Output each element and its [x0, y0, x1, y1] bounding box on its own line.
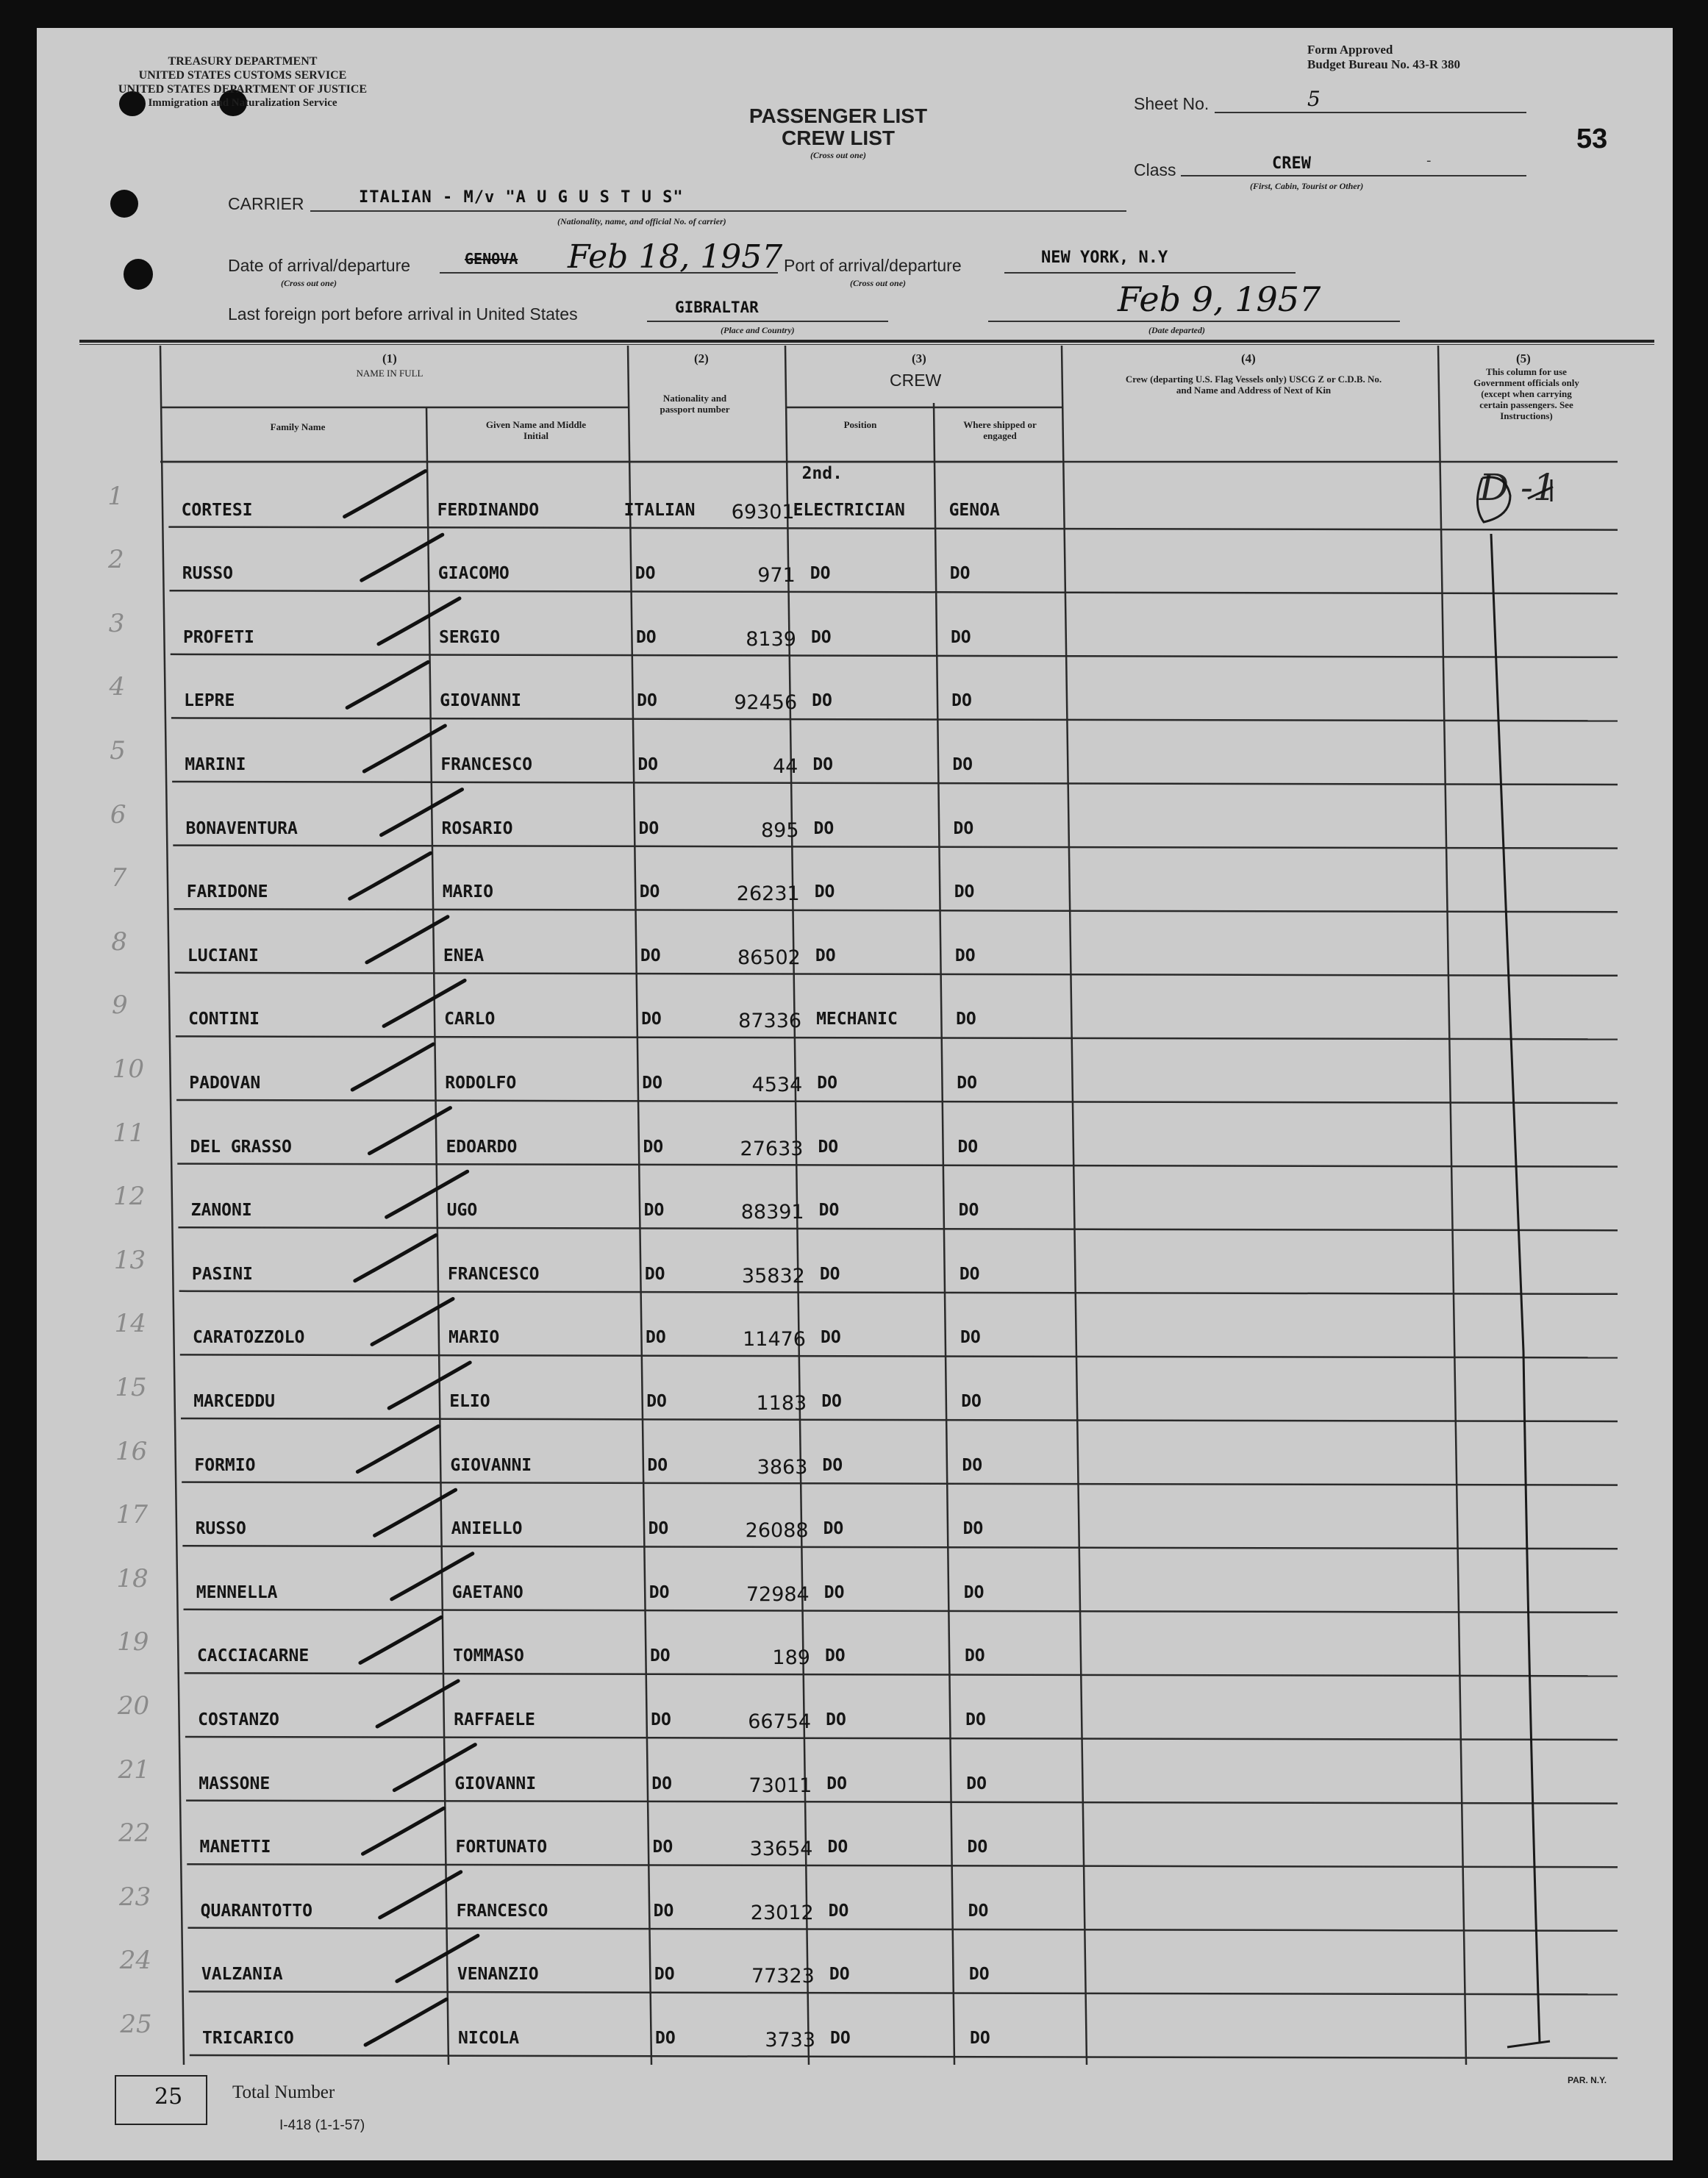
date-cross-hint: (Cross out one) — [281, 278, 337, 288]
total-label: Total Number — [232, 2082, 335, 2102]
where-engaged: DO — [961, 1392, 982, 1411]
crew-position: DO — [826, 1774, 847, 1793]
check-tick — [352, 1044, 433, 1090]
given-name: CARLO — [444, 1010, 496, 1029]
given-name: EDOARDO — [446, 1137, 518, 1157]
row-number: 5 — [110, 736, 126, 765]
crew-position-prefix: 2nd. — [801, 463, 843, 483]
where-engaged: GENOA — [948, 500, 1000, 520]
nationality: DO — [637, 691, 657, 711]
family-name: COSTANZO — [198, 1710, 279, 1729]
row-number: 12 — [113, 1182, 146, 1212]
given-name: TOMMASO — [452, 1646, 524, 1666]
port-value: NEW YORK, N.Y — [1041, 249, 1168, 267]
row-rule — [185, 1737, 1618, 1740]
page-number: 53 — [1576, 124, 1608, 154]
nationality: DO — [639, 882, 660, 902]
agency-line: TREASURY DEPARTMENT — [168, 55, 318, 68]
agency-line: Immigration and Naturalization Service — [148, 97, 337, 109]
given-name: UGO — [446, 1201, 478, 1221]
row-number: 7 — [110, 863, 127, 893]
nationality: DO — [646, 1392, 667, 1411]
passport-number: 33654 — [749, 1838, 813, 1861]
check-tick — [380, 1872, 461, 1918]
row-rule — [182, 1546, 1618, 1549]
col1-label: NAME IN FULL — [356, 368, 424, 379]
col-where-engaged: Where shipped or engaged — [963, 419, 1037, 441]
crew-position: DO — [827, 1838, 848, 1857]
col5-number: (5) — [1516, 351, 1531, 365]
check-tick — [362, 1808, 443, 1854]
last-port-label: Last foreign port before arrival in United States — [228, 304, 578, 324]
given-name: ANIELLO — [451, 1519, 523, 1539]
total-value: 25 — [154, 2084, 183, 2110]
nationality: DO — [637, 755, 659, 774]
crew-position: ELECTRICIAN — [793, 500, 905, 520]
cross-out-hint: (Cross out one) — [810, 150, 866, 160]
check-tick — [377, 1681, 458, 1727]
family-name: QUARANTOTTO — [200, 1901, 312, 1921]
family-name: CONTINI — [188, 1010, 260, 1029]
nationality: ITALIAN — [623, 500, 696, 520]
nationality: DO — [641, 1010, 662, 1029]
row-rule — [189, 1991, 1618, 1994]
crew-position: MECHANIC — [816, 1010, 898, 1029]
family-name: TRICARICO — [202, 2029, 294, 2048]
official-annotation: D -1 — [1479, 466, 1557, 509]
crew-position: DO — [821, 1392, 842, 1411]
crew-position: DO — [818, 1201, 840, 1221]
given-name: MARIO — [449, 1328, 500, 1348]
given-name: FRANCESCO — [456, 1901, 549, 1921]
class-label: Class — [1134, 160, 1176, 179]
row-rule — [181, 1418, 1618, 1421]
form-approved: Form Approved — [1307, 43, 1393, 57]
check-tick — [367, 917, 448, 963]
where-engaged: DO — [970, 2029, 990, 2048]
nationality: DO — [635, 564, 656, 584]
family-name: MENNELLA — [196, 1582, 278, 1602]
family-name: ZANONI — [190, 1201, 252, 1221]
where-engaged: DO — [963, 1582, 985, 1602]
passport-number: 87336 — [738, 1010, 802, 1033]
row-number: 25 — [120, 2010, 152, 2039]
crew-position: DO — [823, 1582, 845, 1602]
given-name: FRANCESCO — [440, 755, 532, 774]
carrier-label: CARRIER — [228, 194, 304, 213]
passport-number: 895 — [760, 818, 799, 842]
crew-position: DO — [822, 1455, 843, 1475]
form-number: I-418 (1-1-57) — [279, 2118, 365, 2133]
where-engaged: DO — [949, 564, 971, 584]
row-number: 1 — [107, 481, 124, 511]
row-rule — [182, 1482, 1618, 1485]
where-engaged: DO — [967, 1838, 988, 1857]
agency-line: UNITED STATES DEPARTMENT OF JUSTICE — [118, 83, 368, 96]
passport-number: 35832 — [741, 1264, 805, 1288]
check-tick — [357, 1427, 438, 1472]
row-number: 17 — [115, 1500, 148, 1530]
class-value: CREW — [1272, 154, 1311, 173]
given-name: FERDINANDO — [437, 500, 540, 520]
passport-number: 86502 — [737, 946, 801, 969]
family-name: MARCEDDU — [193, 1392, 275, 1411]
row-number: 2 — [108, 545, 124, 575]
where-engaged: DO — [954, 882, 975, 902]
nationality: DO — [649, 1646, 671, 1666]
check-tick — [355, 1235, 436, 1281]
table-grid — [37, 28, 1673, 2160]
date-departed-hint: (Date departed) — [1148, 325, 1205, 335]
check-tick — [360, 1617, 441, 1663]
family-name: CORTESI — [181, 500, 253, 520]
check-tick — [375, 1490, 456, 1535]
row-number: 9 — [112, 990, 128, 1021]
family-name: LEPRE — [184, 691, 235, 711]
row-number: 18 — [116, 1563, 149, 1593]
passport-number: 11476 — [743, 1328, 806, 1352]
given-name: SERGIO — [438, 627, 501, 647]
crew-position: DO — [828, 1901, 849, 1921]
row-rule — [187, 1928, 1618, 1931]
row-rule — [171, 654, 1618, 657]
col3-label: CREW — [890, 371, 942, 390]
passport-number: 3733 — [765, 2029, 816, 2052]
crew-position: DO — [817, 1074, 837, 1093]
family-name: PASINI — [191, 1264, 253, 1284]
nationality: DO — [640, 946, 661, 965]
family-name: FORMIO — [194, 1455, 256, 1475]
carrier-value: ITALIAN - M/v "A U G U S T U S" — [359, 188, 684, 207]
where-engaged: DO — [957, 1074, 977, 1093]
where-engaged: DO — [951, 691, 972, 711]
date-value: Feb 18, 1957 — [568, 238, 783, 276]
given-name: GIOVANNI — [454, 1774, 537, 1793]
family-name: RUSSO — [182, 564, 234, 584]
check-tick — [362, 535, 443, 580]
family-name: CARATOZZOLO — [193, 1328, 305, 1348]
nationality: DO — [655, 2029, 676, 2048]
form-title: PASSENGER LIST — [748, 104, 928, 127]
given-name: GIOVANNI — [440, 691, 521, 711]
nationality: DO — [644, 1264, 665, 1284]
given-name: GIACOMO — [437, 564, 510, 584]
row-number: 21 — [118, 1754, 150, 1785]
where-engaged: DO — [954, 946, 976, 965]
nationality: DO — [643, 1137, 664, 1157]
row-rule — [171, 718, 1618, 721]
given-name: MARIO — [442, 882, 493, 902]
passport-number: 69301 — [731, 500, 795, 524]
date-crossed-out: GENOVA — [465, 250, 518, 268]
given-name: FRANCESCO — [447, 1264, 540, 1284]
check-tick — [347, 662, 428, 707]
row-number: 4 — [109, 672, 126, 702]
port-cross-hint: (Cross out one) — [850, 278, 907, 288]
nationality: DO — [648, 1582, 670, 1602]
passport-number: 26088 — [745, 1519, 809, 1543]
passport-number: 27633 — [740, 1137, 804, 1160]
family-name: PROFETI — [182, 627, 254, 647]
crew-position: DO — [824, 1646, 846, 1666]
row-number: 20 — [117, 1691, 150, 1721]
carrier-hint: (Nationality, name, and official No. of carrier) — [557, 216, 726, 226]
crew-position: DO — [813, 818, 835, 838]
row-rule — [177, 1164, 1618, 1167]
family-name: PADOVAN — [189, 1074, 261, 1093]
form-title-2: CREW LIST — [782, 126, 895, 149]
where-engaged: DO — [968, 1965, 990, 1985]
where-engaged: DO — [959, 1264, 980, 1284]
check-tick — [345, 471, 426, 517]
nationality: DO — [651, 1774, 672, 1793]
passport-number: 88391 — [740, 1201, 804, 1224]
row-number: 6 — [110, 799, 126, 829]
where-engaged: DO — [962, 1455, 983, 1475]
row-rule — [170, 590, 1618, 593]
family-name: BONAVENTURA — [185, 818, 298, 838]
where-engaged: DO — [964, 1646, 985, 1666]
where-engaged: DO — [965, 1710, 986, 1729]
row-rule — [168, 527, 1618, 530]
nationality: DO — [653, 1901, 674, 1921]
family-name: LUCIANI — [187, 946, 259, 965]
row-number: 15 — [115, 1373, 147, 1402]
passport-number: 971 — [757, 564, 796, 588]
col-family-name: Family Name — [270, 421, 326, 432]
row-rule — [178, 1227, 1618, 1230]
crew-position: DO — [830, 2029, 851, 2048]
check-tick — [372, 1299, 453, 1344]
check-tick — [365, 1999, 446, 2045]
family-name: VALZANIA — [201, 1965, 283, 1985]
crew-position: DO — [810, 564, 831, 584]
row-rule — [179, 1291, 1618, 1294]
family-name: FARIDONE — [186, 882, 268, 902]
passport-number: 26231 — [736, 882, 800, 906]
row-rule — [186, 1801, 1618, 1804]
row-rule — [176, 1036, 1618, 1039]
row-rule — [173, 846, 1618, 849]
class-dash: - — [1426, 153, 1432, 168]
crew-position: DO — [815, 946, 836, 965]
given-name: ENEA — [443, 946, 485, 965]
row-number: 19 — [117, 1627, 149, 1657]
passport-number: 66754 — [748, 1710, 812, 1733]
col-position: Position — [843, 419, 877, 430]
port-label: Port of arrival/departure — [784, 256, 962, 275]
col2-label: Nationality and passport number — [660, 393, 730, 415]
nationality: DO — [648, 1519, 669, 1539]
family-name: MANETTI — [199, 1838, 271, 1857]
given-name: VENANZIO — [457, 1965, 539, 1985]
where-engaged: DO — [957, 1137, 979, 1157]
crew-position: DO — [829, 1965, 850, 1985]
nationality: DO — [651, 1710, 671, 1729]
printer-mark: PAR. N.Y. — [1568, 2075, 1607, 2085]
place-hint: (Place and Country) — [721, 325, 795, 335]
passport-number: 77323 — [751, 1965, 815, 1988]
row-rule — [174, 909, 1618, 912]
row-number: 23 — [119, 1882, 151, 1912]
where-engaged: DO — [960, 1328, 981, 1348]
where-engaged: DO — [958, 1201, 979, 1221]
crew-position: DO — [826, 1710, 846, 1729]
crew-position: DO — [812, 755, 834, 774]
row-rule — [180, 1354, 1618, 1357]
where-engaged: DO — [952, 755, 973, 774]
check-tick — [364, 726, 445, 771]
where-engaged: DO — [956, 1010, 976, 1029]
where-engaged: DO — [968, 1901, 989, 1921]
family-name: CACCIACARNE — [196, 1646, 310, 1666]
given-name: ELIO — [449, 1392, 490, 1411]
passport-number: 1183 — [756, 1392, 807, 1415]
where-engaged: DO — [966, 1774, 987, 1793]
col1-number: (1) — [382, 351, 397, 365]
crew-position: DO — [823, 1519, 844, 1539]
family-name: MARINI — [185, 755, 246, 774]
family-name: RUSSO — [195, 1519, 246, 1539]
sheet-number: 5 — [1307, 87, 1321, 111]
col4-number: (4) — [1241, 351, 1256, 365]
given-name: GAETANO — [451, 1582, 524, 1602]
col5-label: This column for use Government officials only (except when carrying certain passengers. See Instructions) — [1473, 366, 1579, 421]
nationality: DO — [643, 1201, 665, 1221]
crew-position: DO — [819, 1264, 840, 1284]
crew-position: DO — [810, 627, 832, 647]
row-rule — [185, 1673, 1618, 1676]
given-name: RODOLFO — [445, 1074, 517, 1093]
where-engaged: DO — [950, 627, 971, 647]
row-rule — [176, 1100, 1618, 1103]
family-name: DEL GRASSO — [190, 1137, 292, 1157]
passport-number: 189 — [772, 1646, 810, 1670]
passport-number: 8139 — [746, 627, 796, 651]
row-number: 16 — [115, 1436, 148, 1466]
date-label: Date of arrival/departure — [228, 256, 411, 275]
col2-number: (2) — [694, 351, 709, 365]
row-rule — [190, 2055, 1618, 2058]
nationality: DO — [647, 1455, 668, 1475]
row-number: 10 — [112, 1054, 145, 1084]
given-name: NICOLA — [458, 2029, 520, 2048]
given-name: GIOVANNI — [450, 1455, 532, 1475]
row-number: 13 — [113, 1245, 146, 1275]
last-port-value: GIBRALTAR — [675, 299, 759, 316]
row-number: 24 — [119, 1946, 151, 1976]
nationality: DO — [638, 818, 660, 838]
nationality: DO — [642, 1074, 662, 1093]
passport-number: 4534 — [751, 1074, 803, 1096]
row-number: 3 — [108, 608, 125, 638]
passport-number: 73011 — [748, 1774, 812, 1797]
passport-number: 23012 — [750, 1901, 814, 1924]
where-engaged: DO — [962, 1519, 984, 1539]
col3-number: (3) — [912, 351, 926, 365]
row-rule — [175, 973, 1618, 976]
row-number: 11 — [112, 1118, 145, 1148]
given-name: RAFFAELE — [454, 1710, 535, 1729]
crew-position: DO — [814, 882, 835, 902]
crew-position: DO — [812, 691, 832, 711]
row-number: 14 — [114, 1309, 146, 1339]
nationality: DO — [652, 1838, 673, 1857]
check-tick — [369, 1108, 450, 1154]
budget-number: Budget Bureau No. 43-R 380 — [1307, 57, 1460, 71]
passport-number: 92456 — [734, 691, 798, 715]
crew-position: DO — [818, 1137, 839, 1157]
passport-number: 72984 — [746, 1582, 810, 1606]
row-rule — [172, 782, 1618, 785]
date-departed-value: Feb 9, 1957 — [1118, 279, 1321, 319]
row-number: 22 — [118, 1818, 151, 1849]
crew-position: DO — [821, 1328, 841, 1348]
row-number: 8 — [111, 926, 127, 957]
col4-label: Crew (departing U.S. Flag Vessels only) USCG Z or C.D.B. No. and Name and Address of Next of Kin — [1125, 374, 1382, 396]
class-hint: (First, Cabin, Tourist or Other) — [1250, 181, 1364, 191]
family-name: MASSONE — [199, 1774, 271, 1793]
passport-number: 44 — [772, 755, 798, 778]
nationality: DO — [654, 1965, 675, 1985]
passport-number: 3863 — [757, 1455, 808, 1479]
row-rule — [187, 1864, 1618, 1867]
row-rule — [184, 1610, 1618, 1613]
where-engaged: DO — [953, 818, 974, 838]
form-sheet — [37, 28, 1673, 2160]
given-name: ROSARIO — [441, 818, 513, 838]
col-given-name: Given Name and Middle Initial — [485, 419, 587, 441]
agency-line: UNITED STATES CUSTOMS SERVICE — [138, 69, 347, 82]
given-name: FORTUNATO — [455, 1838, 548, 1857]
check-tick — [350, 853, 431, 899]
nationality: DO — [646, 1328, 666, 1348]
sheet-label: Sheet No. — [1134, 94, 1209, 113]
nationality: DO — [635, 627, 657, 647]
